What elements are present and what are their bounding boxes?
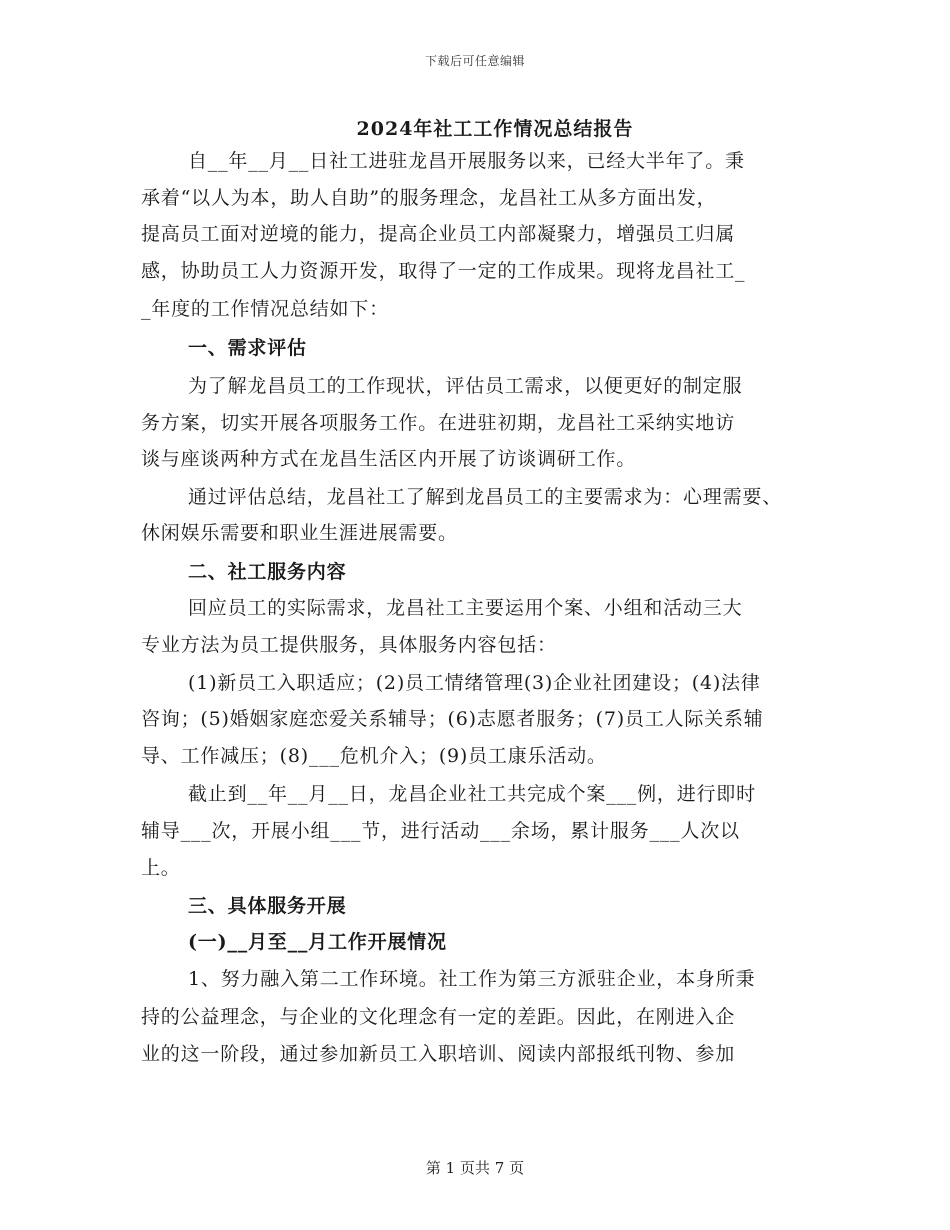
body-line: 咨询；(5)婚姻家庭恋爱关系辅导；(6)志愿者服务；(7)员工人际关系辅 [141,708,764,730]
body-line: 上。 [141,857,181,879]
body-line: 专业方法为员工提供服务，具体服务内容包括： [141,634,557,656]
body-line: (1)新员工入职适应；(2)员工情绪管理(3)企业社团建设；(4)法律 [188,672,761,694]
body-line: 为了解龙昌员工的工作现状，评估员工需求，以便更好的制定服 [188,375,743,397]
body-line: 截止到__年__月__日，龙昌企业社工共完成个案___例，进行即时 [188,783,756,805]
body-line: 承着“以人为本，助人自助”的服务理念，龙昌社工从多方面出发， [141,187,717,209]
body-line: 感，协助员工人力资源开发，取得了一定的工作成果。现将龙昌社工_ [141,260,746,282]
body-line: 1、努力融入第二工作环境。社工作为第三方派驻企业，本身所秉 [188,968,756,990]
section-heading: 二、社工服务内容 [188,561,347,583]
body-line: 务方案，切实开展各项服务工作。在进驻初期，龙昌社工采纳实地访 [141,412,736,434]
body-line: 导、工作减压；(8)___危机介入；(9)员工康乐活动。 [141,745,607,767]
body-line: 持的公益理念，与企业的文化理念有一定的差距。因此，在刚进入企 [141,1006,736,1028]
subsection-heading: (一)__月至__月工作开展情况 [188,931,447,953]
body-line: 提高员工面对逆境的能力，提高企业员工内部凝聚力，增强员工归属 [141,223,736,245]
body-line: 辅导___次，开展小组___节，进行活动___余场，累计服务___人次以 [141,820,740,842]
body-line: 自__年__月__日社工进驻龙昌开展服务以来，已经大半年了。秉 [188,150,745,172]
body-line: 休闲娱乐需要和职业生涯进展需要。 [141,522,458,544]
body-line: _年度的工作情况总结如下： [141,298,389,320]
body-line: 业的这一阶段，通过参加新员工入职培训、阅读内部报纸刊物、参加 [141,1043,736,1065]
body-line: 回应员工的实际需求，龙昌社工主要运用个案、小组和活动三大 [188,597,743,619]
body-line: 谈与座谈两种方式在龙昌生活区内开展了访谈调研工作。 [141,448,637,470]
section-heading: 三、具体服务开展 [188,895,347,917]
page-footer: 第 1 页共 7 页 [425,1159,525,1177]
page-header: 下载后可任意编辑 [424,54,525,68]
body-line: 通过评估总结，龙昌社工了解到龙昌员工的主要需求为：心理需要、 [188,486,783,508]
section-heading: 一、需求评估 [188,337,307,359]
document-title: 2024年社工工作情况总结报告 [356,118,634,140]
